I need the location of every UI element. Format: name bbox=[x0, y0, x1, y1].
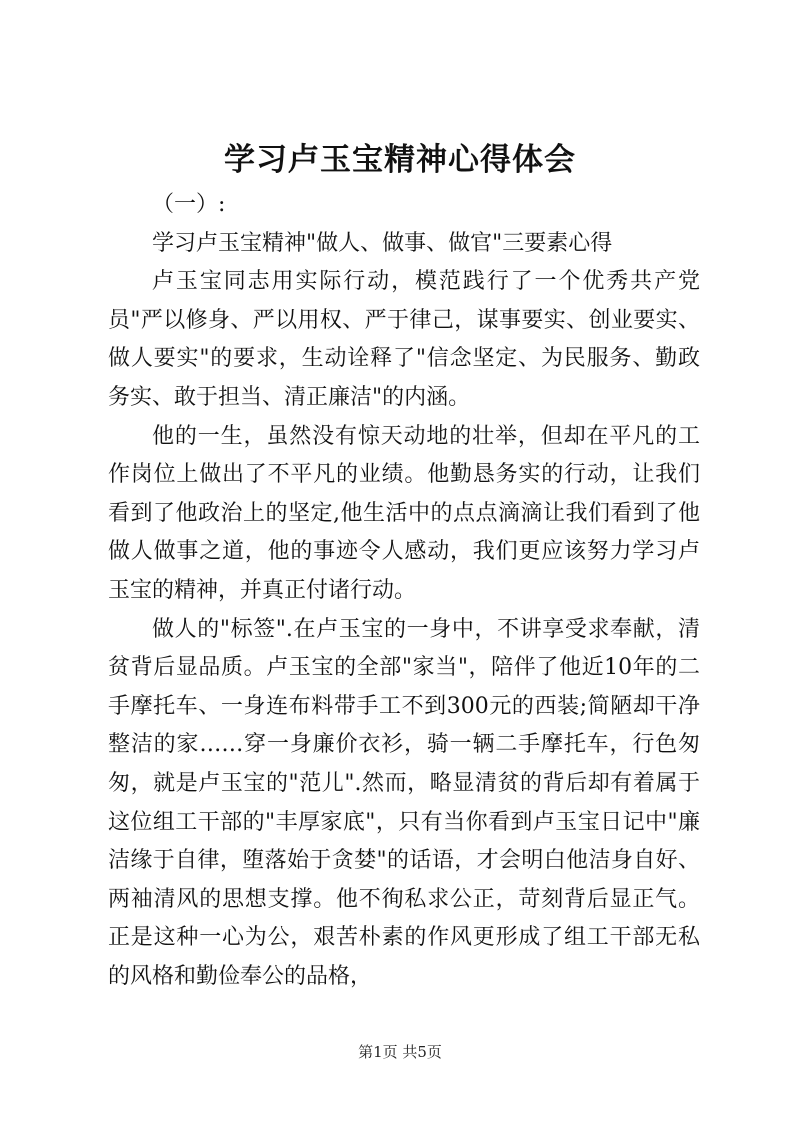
paragraph: 卢玉宝同志用实际行动，模范践行了一个优秀共产党员"严以修身、严以用权、严于律己，谋事要实、创业要实、做人要实"的要求，生动诠释了"信念坚定、为民服务、勤政务实、敢于担当、清正廉洁"的内涵。 bbox=[108, 269, 700, 410]
page-number-footer: 第1页 共5页 bbox=[358, 1043, 442, 1061]
subtitle: 学习卢玉宝精神"做人、做事、做官"三要素心得 bbox=[152, 230, 613, 256]
paragraph: 他的一生，虽然没有惊天动地的壮举，但却在平凡的工作岗位上做出了不平凡的业绩。他勤恳务实的行动，让我们看到了他政治上的坚定,他生活中的点点滴滴让我们看到了他做人做事之道，他的事迹令人感动，我们更应该努力学习卢玉宝的精神，并真正付诸行动。 bbox=[108, 423, 700, 603]
paragraph: 做人的"标签".在卢玉宝的一身中，不讲享受求奉献，清贫背后显品质。卢玉宝的全部"家当"，陪伴了他近10年的二手摩托车、一身连布料带手工不到300元的西装;简陋却干净整洁的家……穿一身廉价衣衫，骑一辆二手摩托车，行色匆匆，就是卢玉宝的"范儿".然而，略显清贫的背后却有着属于这位组工干部的"丰厚家底"，只有当你看到卢玉宝日记中"廉洁缘于自律，堕落始于贪婪"的话语，才会明白他洁身自好、两袖清风的思想支撑。他不徇私求公正，苛刻背后显正气。正是这种一心为公，艰苦朴素的作风更形成了组工干部无私的风格和勤俭奉公的品格， bbox=[108, 616, 700, 989]
document-body bbox=[108, 186, 700, 996]
section-marker: （一）: bbox=[152, 192, 226, 217]
page-title: 学习卢玉宝精神心得体会 bbox=[224, 142, 576, 178]
